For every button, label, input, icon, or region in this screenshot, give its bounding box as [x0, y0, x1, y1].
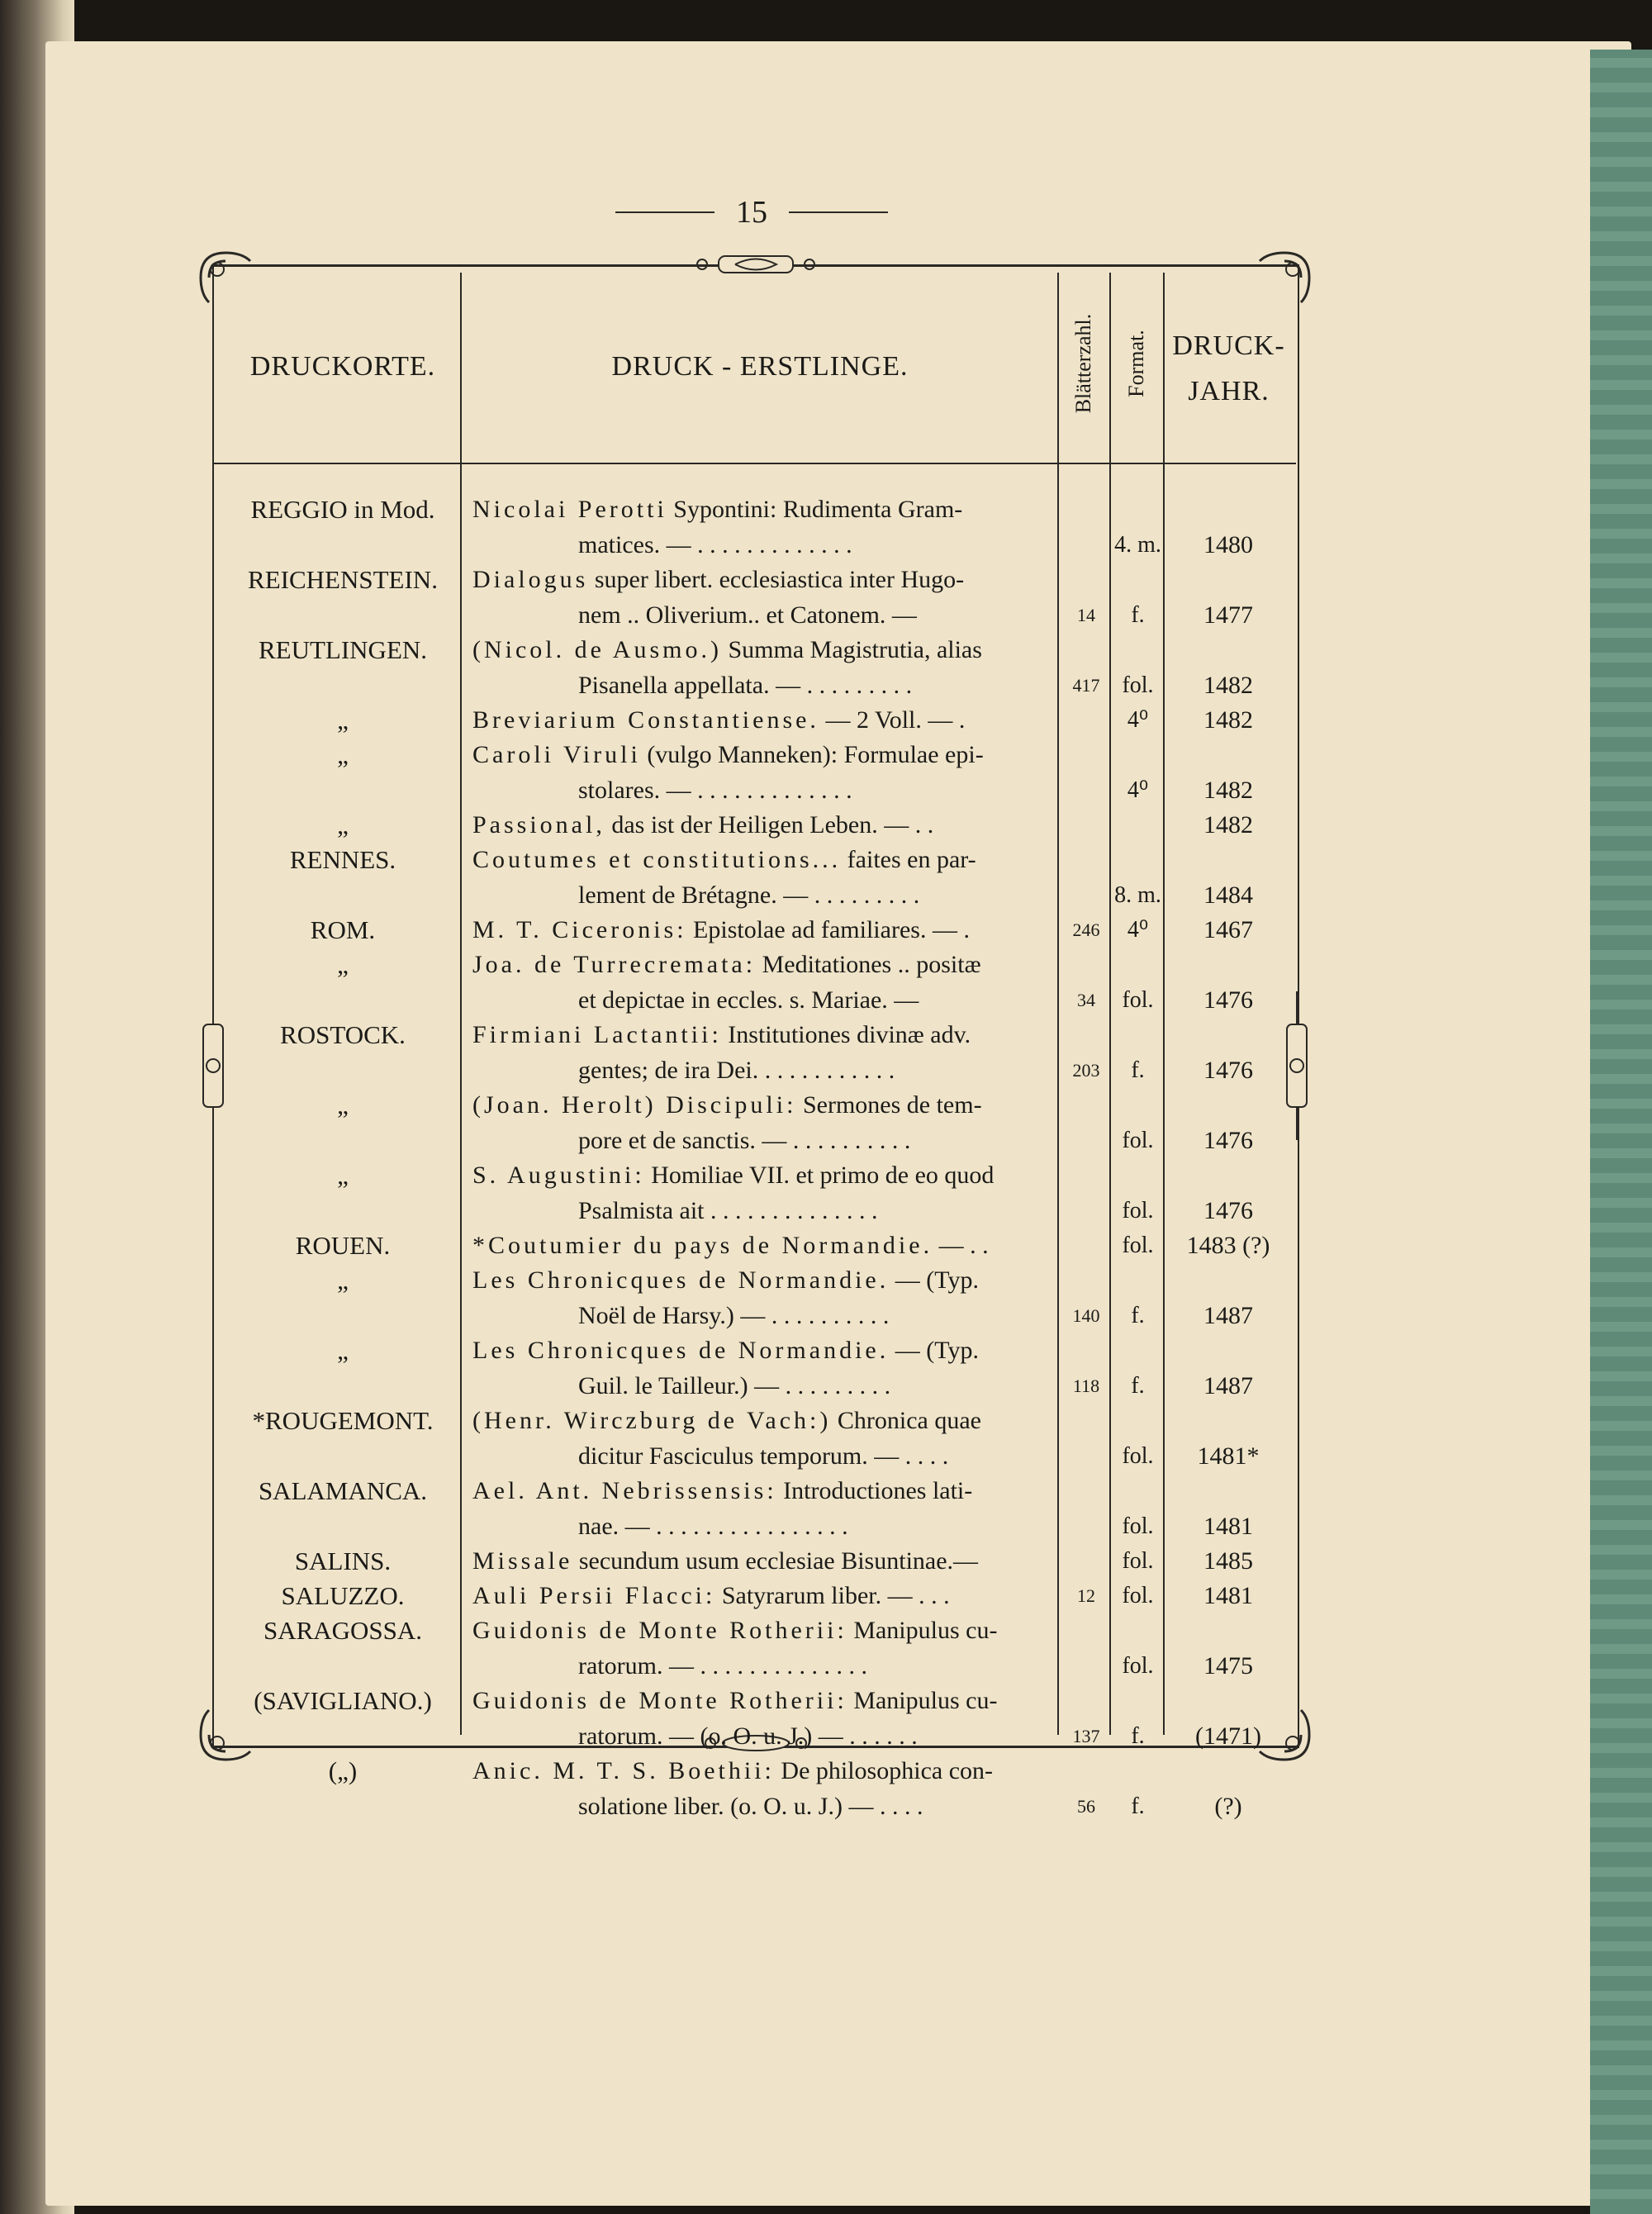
- table-row: [0, 1613, 1652, 1686]
- row-format: fol.: [1122, 1583, 1154, 1608]
- row-place: ROSTOCK.: [280, 1020, 406, 1049]
- row-title-line1: [472, 1333, 1042, 1368]
- row-title-rest: — (Typ.: [889, 1337, 979, 1364]
- table-row: [0, 563, 1652, 635]
- row-place: „: [337, 1336, 349, 1365]
- row-format: fol.: [1122, 1653, 1154, 1679]
- header-druck-erstlinge: DRUCK - ERSTLINGE.: [611, 351, 909, 382]
- row-title-author: Auli Persii Flacci:: [472, 1582, 716, 1609]
- row-year: 1476: [1203, 1127, 1253, 1154]
- row-title-line2: dicitur Fasciculus temporum. — . . . .: [578, 1442, 949, 1470]
- row-format: f.: [1131, 1373, 1145, 1399]
- row-title-line2: et depictae in eccles. s. Mariae. —: [578, 986, 919, 1014]
- row-title-line1: [472, 703, 1042, 738]
- row-year: 1481: [1203, 1582, 1253, 1609]
- row-year: 1480: [1203, 531, 1253, 558]
- row-place: ROM.: [310, 915, 376, 944]
- table-row: [0, 1018, 1652, 1090]
- row-title-rest: Epistolae ad familiares. — .: [686, 916, 970, 943]
- row-title-line1: [472, 1684, 1042, 1718]
- row-year: 1482: [1203, 672, 1253, 699]
- row-leaves: 12: [1077, 1585, 1095, 1606]
- row-title-line1: [472, 1579, 1042, 1613]
- row-title-line1: [472, 808, 1042, 843]
- row-title-line1: [472, 1754, 1042, 1789]
- table-row: [0, 492, 1652, 565]
- row-title-rest: Manipulus cu-: [847, 1687, 998, 1714]
- row-year: 1485: [1203, 1547, 1253, 1575]
- header-blaetterzahl: Blätterzahl.: [1071, 313, 1095, 414]
- top-center-ornament-icon: [677, 252, 834, 277]
- row-title-line1: [472, 633, 1042, 668]
- row-title-author: M. T. Ciceronis:: [472, 916, 687, 943]
- row-place: REICHENSTEIN.: [248, 565, 438, 594]
- table-row: [0, 738, 1652, 810]
- row-leaves: 140: [1072, 1305, 1100, 1326]
- row-format: fol.: [1122, 1513, 1154, 1539]
- page-number-rule-left: [615, 211, 714, 213]
- row-title-line2: Psalmista ait . . . . . . . . . . . . . .: [578, 1197, 878, 1224]
- row-year: 1481*: [1197, 1442, 1260, 1470]
- page-number-rule-right: [789, 211, 888, 213]
- row-title-rest: Introductiones lati-: [776, 1477, 973, 1504]
- row-format: 4⁰: [1127, 917, 1149, 943]
- row-format: fol.: [1122, 1198, 1154, 1223]
- row-title-author: Breviarium Constantiense.: [472, 706, 819, 734]
- header-druckorte: DRUCKORTE.: [249, 351, 436, 382]
- row-leaves: 246: [1072, 919, 1100, 940]
- row-format: f.: [1131, 1723, 1145, 1749]
- row-title-rest: Satyrarum liber. — . . .: [715, 1582, 950, 1609]
- row-title-line2: stolares. — . . . . . . . . . . . . .: [578, 777, 852, 804]
- row-year: 1476: [1203, 1057, 1253, 1084]
- row-title-author: *Coutumier du pays de Normandie.: [472, 1232, 933, 1259]
- row-format: 4⁰: [1127, 777, 1149, 803]
- corner-ornament-icon: [1251, 245, 1317, 311]
- row-format: fol.: [1122, 1548, 1154, 1574]
- row-title-line1: [472, 1228, 1042, 1263]
- table-row: [0, 1474, 1652, 1546]
- row-title-line1: [472, 492, 1042, 527]
- row-year: 1477: [1203, 601, 1253, 629]
- row-title-rest: Manipulus cu-: [847, 1617, 998, 1644]
- row-place: ROUEN.: [295, 1231, 391, 1260]
- row-leaves: 137: [1072, 1726, 1100, 1746]
- row-title-line1: [472, 1404, 1042, 1438]
- row-place: SALINS.: [294, 1546, 392, 1575]
- row-leaves: 417: [1072, 675, 1100, 696]
- row-format: f.: [1131, 602, 1145, 628]
- row-title-rest: secundum usum ecclesiae Bisuntinae.—: [572, 1547, 979, 1575]
- row-title-author: Joa. de Turrecremata:: [472, 951, 757, 978]
- row-format: fol.: [1122, 1233, 1154, 1258]
- row-title-line2: pore et de sanctis. — . . . . . . . . . .: [578, 1127, 911, 1154]
- row-leaves: 14: [1077, 605, 1095, 625]
- row-place: *ROUGEMONT.: [252, 1406, 434, 1435]
- table-row: [0, 1404, 1652, 1476]
- row-place: „: [337, 810, 349, 839]
- row-title-line2: nae. — . . . . . . . . . . . . . . . .: [578, 1513, 848, 1540]
- row-title-line1: [472, 1018, 1042, 1052]
- row-title-author: Coutumes et constitutions...: [472, 846, 842, 873]
- row-year: 1476: [1203, 1197, 1253, 1224]
- row-title-rest: De philosophica con-: [774, 1757, 994, 1784]
- row-title-rest: Sermones de tem-: [796, 1091, 982, 1119]
- table-row: [0, 1754, 1652, 1827]
- row-title-line1: [472, 1474, 1042, 1508]
- row-title-line2: Pisanella appellata. — . . . . . . . . .: [578, 672, 913, 699]
- corner-ornament-icon: [192, 245, 259, 311]
- row-title-rest: faites en par-: [841, 846, 976, 873]
- row-format: 8. m.: [1114, 882, 1161, 908]
- table-row: [0, 1333, 1652, 1406]
- row-title-rest: Summa Magistrutia, alias: [721, 636, 982, 663]
- table-row: [0, 1263, 1652, 1336]
- row-title-line2: solatione liber. (o. O. u. J.) — . . . .: [578, 1793, 923, 1820]
- row-title-rest: — . .: [933, 1232, 989, 1259]
- row-title-line2: ratorum. — (o. O. u. J.) — . . . . . .: [578, 1722, 918, 1750]
- row-title-line2: Guil. le Tailleur.) — . . . . . . . . .: [578, 1372, 891, 1399]
- header-druckjahr-line1: DRUCK-: [1172, 330, 1285, 361]
- row-title-line2: lement de Brétagne. — . . . . . . . . .: [578, 881, 920, 909]
- row-title-line2: gentes; de ira Dei. . . . . . . . . . . .: [578, 1057, 895, 1084]
- row-title-author: Dialogus: [472, 566, 589, 593]
- row-title-author: Anic. M. T. S. Boethii:: [472, 1757, 775, 1784]
- row-title-rest: Institutiones divinæ adv.: [721, 1021, 971, 1048]
- table-row: [0, 1158, 1652, 1231]
- row-title-line1: [472, 563, 1042, 597]
- row-format: fol.: [1122, 1443, 1154, 1469]
- row-place: „: [337, 1266, 349, 1295]
- row-place: REGGIO in Mod.: [250, 495, 435, 524]
- row-year: 1481: [1203, 1513, 1253, 1540]
- row-place: SARAGOSSA.: [263, 1616, 423, 1645]
- row-year: 1476: [1203, 986, 1253, 1014]
- row-place: (SAVIGLIANO.): [254, 1686, 432, 1715]
- row-title-rest: — (Typ.: [889, 1266, 979, 1294]
- row-place: „: [337, 706, 349, 734]
- row-title-line1: [472, 948, 1042, 982]
- row-year: 1482: [1203, 777, 1253, 804]
- row-year: 1487: [1203, 1372, 1253, 1399]
- row-title-line2: nem .. Oliverium.. et Catonem. —: [578, 601, 917, 629]
- row-title-line1: [472, 1158, 1042, 1193]
- header-format: Format.: [1124, 330, 1148, 397]
- row-format: f.: [1131, 1303, 1145, 1328]
- row-year: 1487: [1203, 1302, 1253, 1329]
- row-year: 1483 (?): [1186, 1232, 1270, 1259]
- row-place: REUTLINGEN.: [258, 635, 428, 664]
- row-title-rest: das ist der Heiligen Leben. — . .: [605, 811, 934, 839]
- row-title-author: Les Chronicques de Normandie.: [472, 1337, 890, 1364]
- row-title-author: Missale: [472, 1547, 573, 1575]
- row-year: (1471): [1195, 1722, 1261, 1750]
- row-format: fol.: [1122, 987, 1154, 1013]
- row-title-line1: [472, 738, 1042, 772]
- row-place: SALUZZO.: [281, 1581, 405, 1610]
- row-title-line1: [472, 913, 1042, 948]
- row-title-line1: [472, 1544, 1042, 1579]
- row-year: 1475: [1203, 1652, 1253, 1680]
- row-title-author: (Nicol. de Ausmo.): [472, 636, 722, 663]
- row-title-line2: matices. — . . . . . . . . . . . . .: [578, 531, 852, 558]
- row-title-author: S. Augustini:: [472, 1162, 645, 1189]
- row-title-author: Firmiani Lactantii:: [472, 1021, 722, 1048]
- row-title-author: Guidonis de Monte Rotherii:: [472, 1617, 847, 1644]
- row-title-line1: [472, 843, 1042, 877]
- row-place: „: [337, 1161, 349, 1190]
- row-place: „: [337, 950, 349, 979]
- row-title-author: (Henr. Wirczburg de Vach:): [472, 1407, 832, 1434]
- row-year: (?): [1214, 1793, 1242, 1820]
- row-year: 1467: [1203, 916, 1253, 943]
- row-place: SALAMANCA.: [258, 1476, 428, 1505]
- row-format: fol.: [1122, 1128, 1154, 1153]
- row-title-author: Ael. Ant. Nebrissensis:: [472, 1477, 777, 1504]
- header-druckjahr-line2: JAHR.: [1188, 376, 1270, 406]
- row-title-rest: Sypontini: Rudimenta Gram-: [667, 496, 963, 523]
- row-format: 4. m.: [1114, 532, 1161, 558]
- table-row: [0, 633, 1652, 706]
- row-title-line1: [472, 1088, 1042, 1123]
- row-leaves: 118: [1072, 1375, 1100, 1396]
- row-leaves: 34: [1077, 990, 1095, 1010]
- row-format: fol.: [1122, 672, 1154, 698]
- row-year: 1482: [1203, 811, 1253, 839]
- row-title-author: Caroli Viruli: [472, 741, 641, 768]
- row-title-author: Guidonis de Monte Rotherii:: [472, 1687, 847, 1714]
- table-row: [0, 948, 1652, 1020]
- row-place: RENNES.: [289, 845, 396, 874]
- page-number-text: 15: [736, 195, 767, 230]
- row-title-author: Passional,: [472, 811, 605, 839]
- row-title-rest: — 2 Voll. — .: [819, 706, 966, 734]
- row-title-rest: (vulgo Manneken): Formulae epi-: [640, 741, 984, 768]
- row-title-line1: [472, 1263, 1042, 1298]
- row-format: f.: [1131, 1057, 1145, 1083]
- row-year: 1482: [1203, 706, 1253, 734]
- row-place: („): [328, 1756, 358, 1785]
- row-place: „: [337, 740, 349, 769]
- row-leaves: 56: [1077, 1796, 1095, 1817]
- row-format: f.: [1131, 1794, 1145, 1819]
- row-format: 4⁰: [1127, 707, 1149, 733]
- row-title-rest: Homiliae VII. et primo de eo quod: [644, 1162, 995, 1189]
- row-year: 1484: [1203, 881, 1253, 909]
- table-row: [0, 843, 1652, 915]
- row-title-author: Les Chronicques de Normandie.: [472, 1266, 890, 1294]
- row-title-author: (Joan. Herolt) Discipuli:: [472, 1091, 797, 1119]
- table-row: [0, 1684, 1652, 1756]
- row-title-rest: super libert. ecclesiastica inter Hugo-: [588, 566, 965, 593]
- row-title-line1: [472, 1613, 1042, 1648]
- row-place: „: [337, 1090, 349, 1119]
- row-leaves: 203: [1072, 1060, 1100, 1081]
- table-row: [0, 1088, 1652, 1161]
- row-title-line2: ratorum. — . . . . . . . . . . . . . .: [578, 1652, 867, 1680]
- row-title-rest: Chronica quae: [831, 1407, 981, 1434]
- page-number: [611, 192, 892, 233]
- header-rule: [212, 463, 1296, 464]
- row-title-author: Nicolai Perotti: [472, 496, 667, 523]
- row-title-rest: Meditationes .. positæ: [756, 951, 981, 978]
- row-title-line2: Noël de Harsy.) — . . . . . . . . . .: [578, 1302, 890, 1329]
